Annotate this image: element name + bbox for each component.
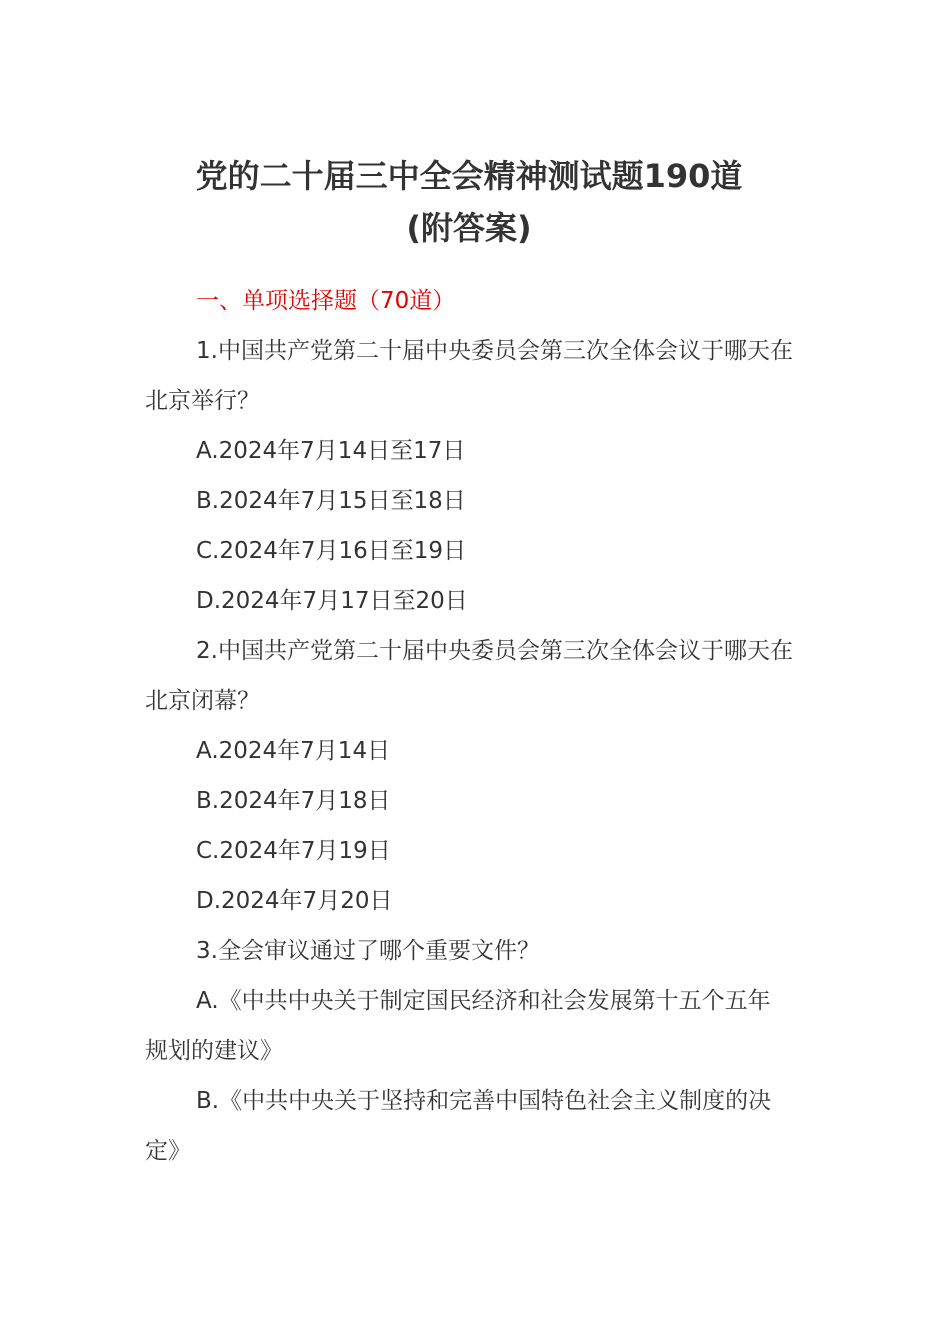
question-text: 3.全会审议通过了哪个重要文件？ [196, 938, 540, 964]
document-title [145, 150, 793, 254]
question-text: 1.中国共产党第二十届中央委员会第三次全体会议于哪天在北京举行？ [145, 338, 793, 414]
option-b: B.2024年7月15日至18日 [196, 488, 466, 514]
option-a: A.2024年7月14日 [196, 738, 391, 764]
option-a: A.《中共中央关于制定国民经济和社会发展第十五个五年规划的建议》 [145, 988, 771, 1064]
option-d: D.2024年7月20日 [196, 888, 393, 914]
document-page [145, 150, 793, 1176]
question-3 [145, 926, 793, 1176]
option-c: C.2024年7月19日 [196, 838, 391, 864]
title-line-1: 党的二十届三中全会精神测试题190道 [195, 157, 743, 195]
question-2 [145, 626, 793, 926]
question-text: 2.中国共产党第二十届中央委员会第三次全体会议于哪天在北京闭幕？ [145, 638, 793, 714]
option-b: B.2024年7月18日 [196, 788, 391, 814]
section-heading: 一、单项选择题（70道） [196, 288, 456, 314]
question-1 [145, 326, 793, 626]
option-c: C.2024年7月16日至19日 [196, 538, 467, 564]
option-d: D.2024年7月17日至20日 [196, 588, 468, 614]
option-a: A.2024年7月14日至17日 [196, 438, 466, 464]
title-line-2: (附答案) [406, 209, 532, 247]
option-b: B.《中共中央关于坚持和完善中国特色社会主义制度的决定》 [145, 1088, 772, 1164]
